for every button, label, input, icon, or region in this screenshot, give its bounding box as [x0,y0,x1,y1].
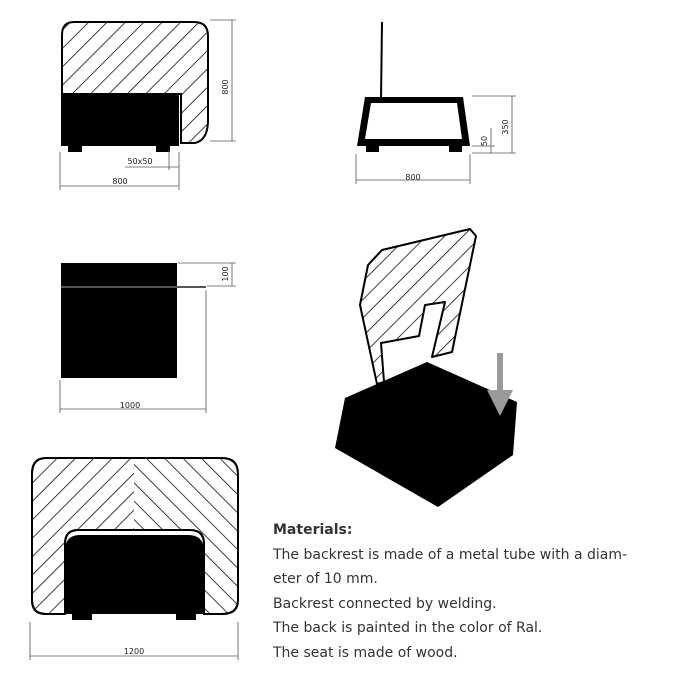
side-leg-left [366,145,379,152]
materials-line: The seat is made of wood. [273,644,458,661]
materials-line: The backrest is made of a metal tube with a diam- [273,546,628,563]
dim-back-width: 1200 [123,647,145,656]
back-view [30,458,238,660]
materials-block [273,518,693,665]
dim-top-thickness: 100 [221,266,230,282]
dim-front-width: 800 [112,177,128,186]
front-leg-right [156,145,170,152]
materials-line: Backrest connected by welding. [273,595,497,612]
back-leg-right [176,612,196,620]
back-seat [65,535,204,614]
perspective-seat [335,362,517,507]
side-leg-right [449,145,462,152]
dim-front-height: 800 [221,79,230,95]
dim-side-total: 350 [501,119,510,135]
side-view [356,22,516,184]
perspective-view [335,229,517,507]
dim-front-post: 50x50 [127,157,153,166]
dim-side-width: 800 [405,173,421,182]
back-leg-left [72,612,92,620]
materials-heading: Materials: [273,522,353,538]
front-leg-left [68,145,82,152]
side-backrest-rod [381,22,382,100]
perspective-backrest [360,229,476,384]
materials-line: The back is painted in the color of Ral. [273,620,543,636]
top-seat [61,263,177,378]
front-view [60,20,236,190]
dim-side-leg: 50 [480,135,489,147]
top-view [60,263,236,413]
front-seat [61,94,179,146]
dim-top-length: 1000 [119,401,141,410]
materials-line: eter of 10 mm. [273,571,378,587]
